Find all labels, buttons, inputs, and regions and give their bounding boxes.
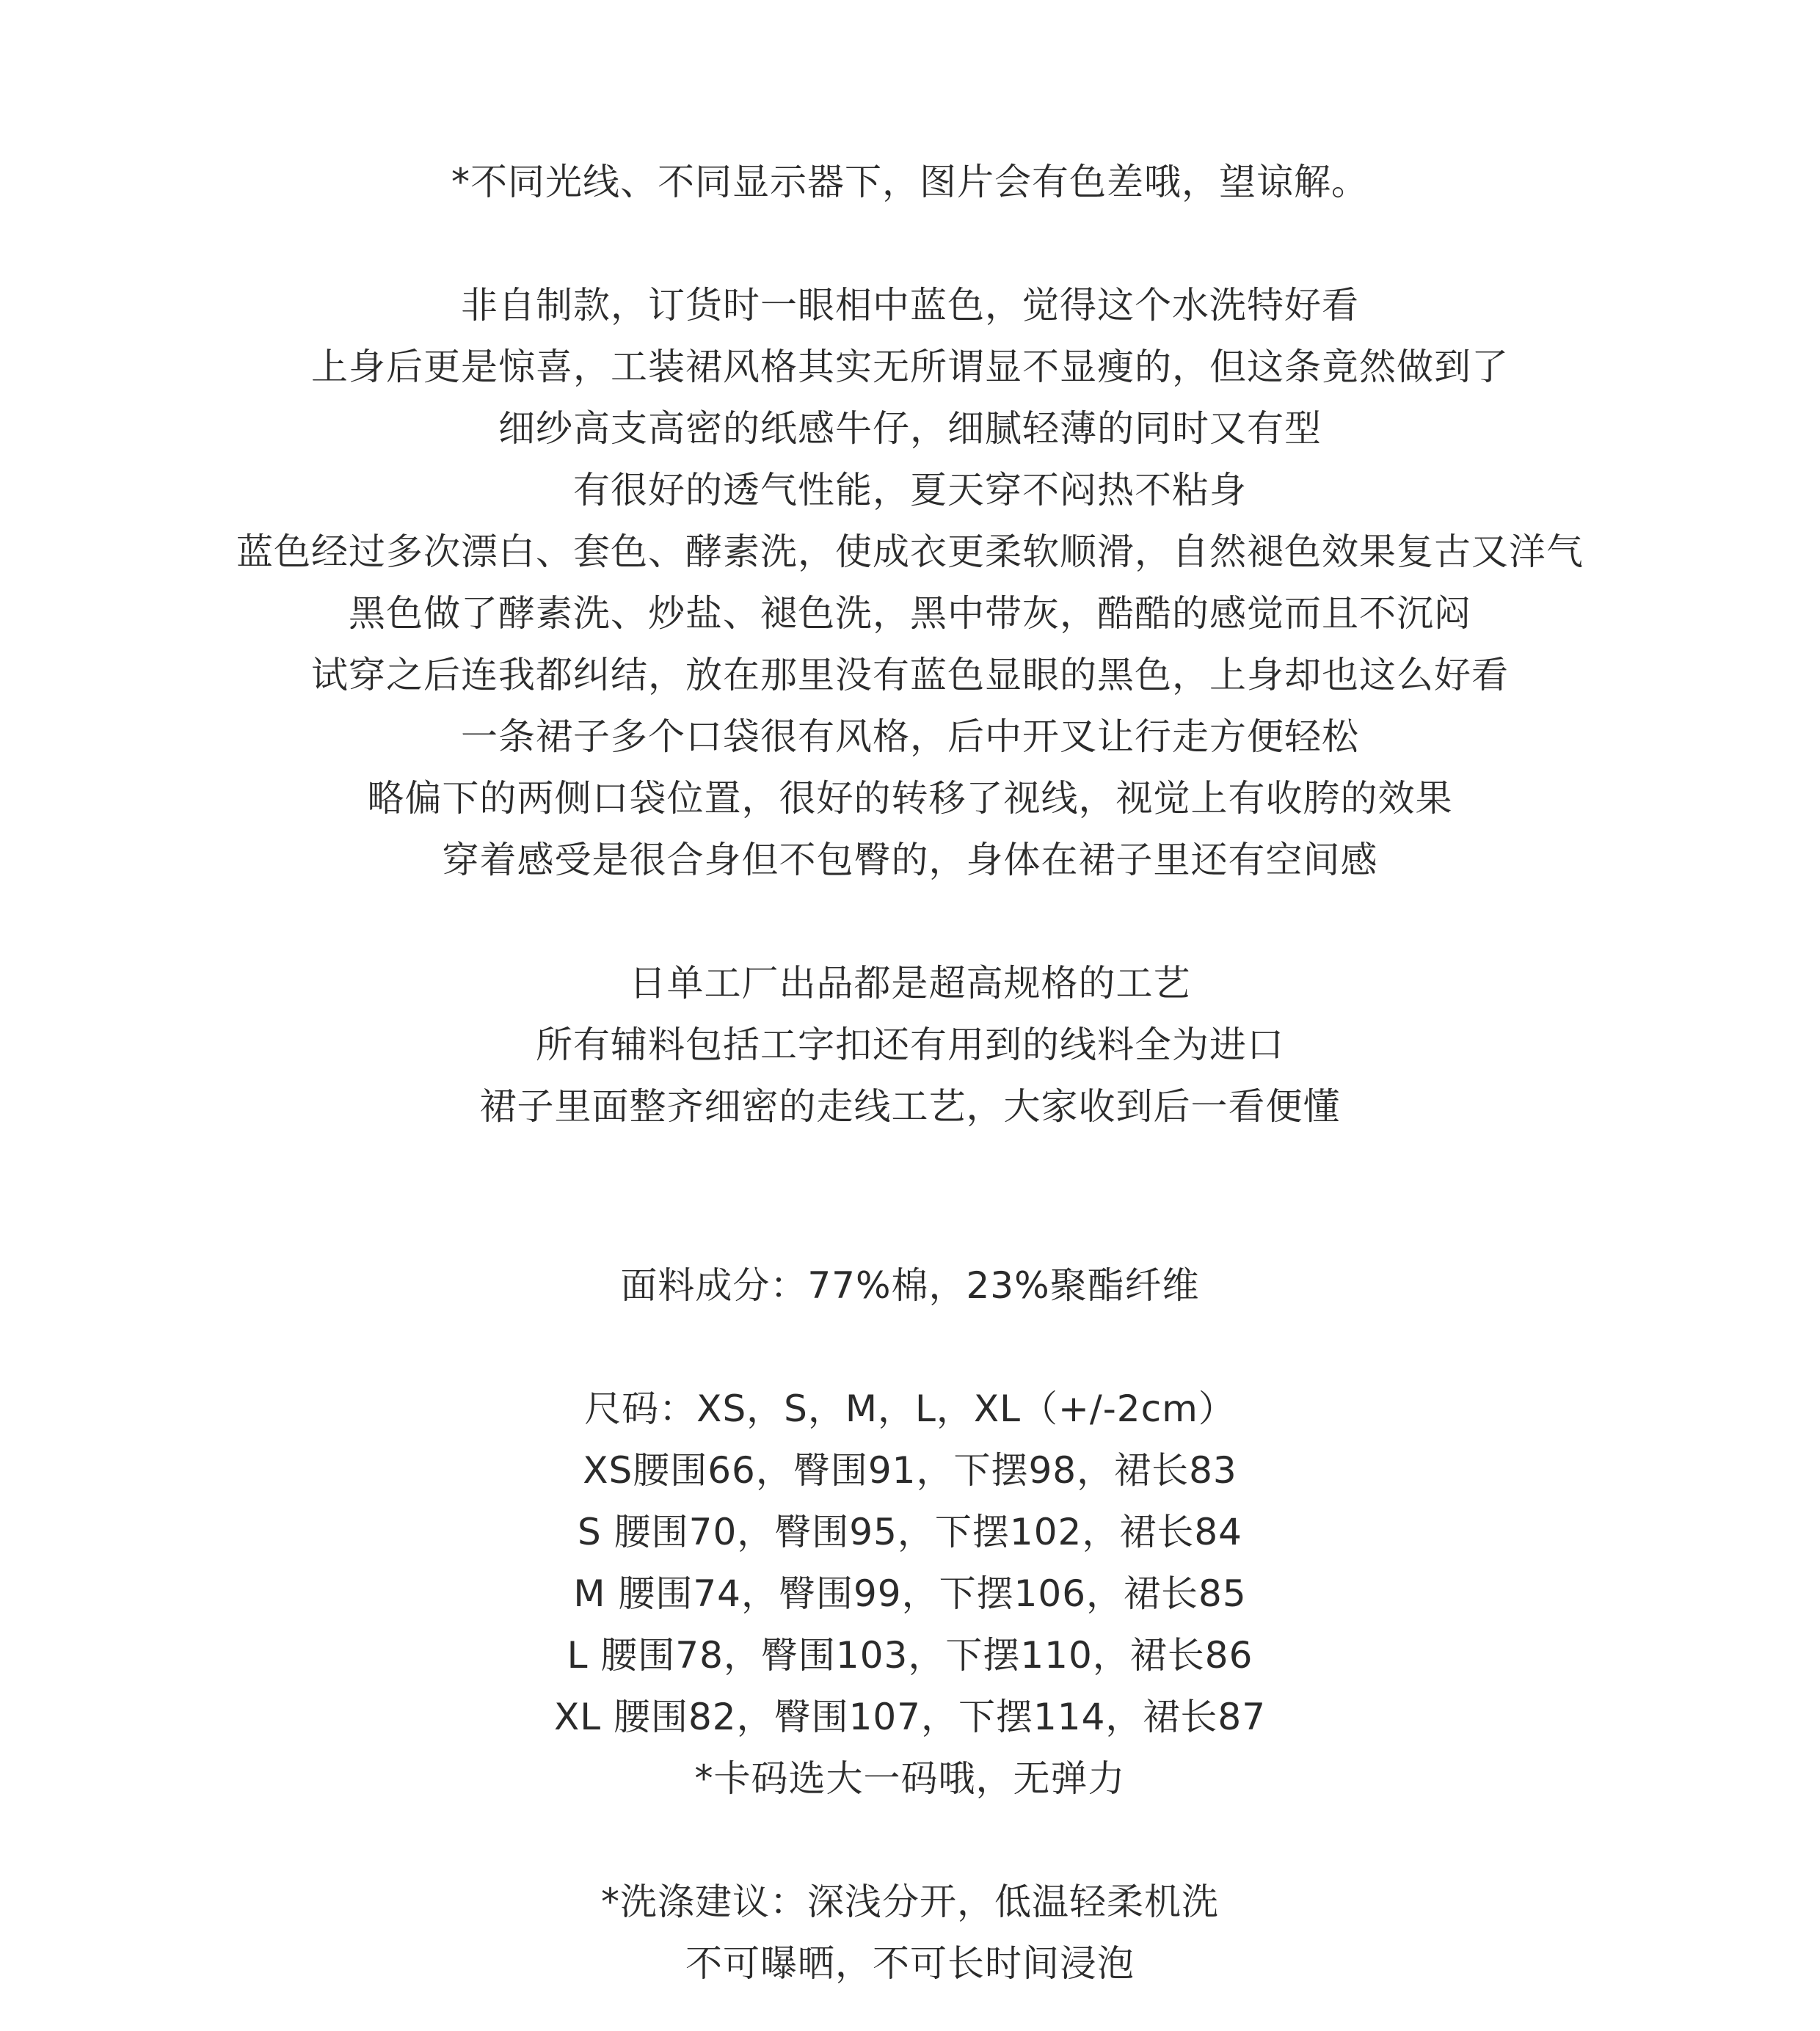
description-line: 黑色做了酵素洗、炒盐、褪色洗，黑中带灰，酷酷的感觉而且不沉闷 [349, 592, 1471, 635]
size-row: L 腰围78，臀围103，下摆110，裙长86 [567, 1634, 1253, 1677]
size-fit-note: *卡码选大一码哦，无弹力 [694, 1757, 1126, 1800]
description-line: 有很好的透气性能，夏天穿不闷热不粘身 [573, 469, 1247, 511]
description-line: 穿着感受是很合身但不包臀的，身体在裙子里还有空间感 [442, 839, 1378, 881]
color-difference-notice: *不同光线、不同显示器下，图片会有色差哦，望谅解。 [451, 161, 1369, 203]
size-row: XL 腰围82，臀围107，下摆114，裙长87 [553, 1696, 1267, 1738]
description-line: 非自制款，订货时一眼相中蓝色，觉得这个水洗特好看 [461, 284, 1359, 327]
craft-line: 所有辅料包括工字扣还有用到的线料全为进口 [536, 1024, 1284, 1066]
description-line: 略偏下的两侧口袋位置，很好的转移了视线，视觉上有收胯的效果 [367, 777, 1453, 820]
size-header: 尺码：XS，S，M，L，XL（+/-2cm） [584, 1388, 1236, 1430]
description-line: 一条裙子多个口袋很有风格，后中开叉让行走方便轻松 [461, 715, 1359, 758]
description-line: 试穿之后连我都纠结，放在那里没有蓝色显眼的黑色，上身却也这么好看 [311, 654, 1509, 696]
care-instruction: 不可曝晒，不可长时间浸泡 [685, 1942, 1135, 1985]
care-instruction: *洗涤建议：深浅分开，低温轻柔机洗 [601, 1881, 1219, 1923]
description-line: 上身后更是惊喜，工装裙风格其实无所谓显不显瘦的，但这条竟然做到了 [311, 346, 1509, 388]
fabric-composition: 面料成分：77%棉，23%聚酯纤维 [620, 1264, 1200, 1307]
size-row: S 腰围70，臀围95，下摆102，裙长84 [578, 1511, 1242, 1553]
size-row: XS腰围66，臀围91，下摆98，裙长83 [583, 1449, 1237, 1492]
craft-line: 日单工厂出品都是超高规格的工艺 [629, 962, 1191, 1004]
craft-line: 裙子里面整齐细密的走线工艺，大家收到后一看便懂 [479, 1085, 1341, 1128]
description-line: 蓝色经过多次漂白、套色、酵素洗，使成衣更柔软顺滑，自然褪色效果复古又洋气 [236, 530, 1584, 573]
description-line: 细纱高支高密的纸感牛仔，细腻轻薄的同时又有型 [498, 407, 1322, 450]
size-row: M 腰围74，臀围99，下摆106，裙长85 [573, 1572, 1247, 1615]
